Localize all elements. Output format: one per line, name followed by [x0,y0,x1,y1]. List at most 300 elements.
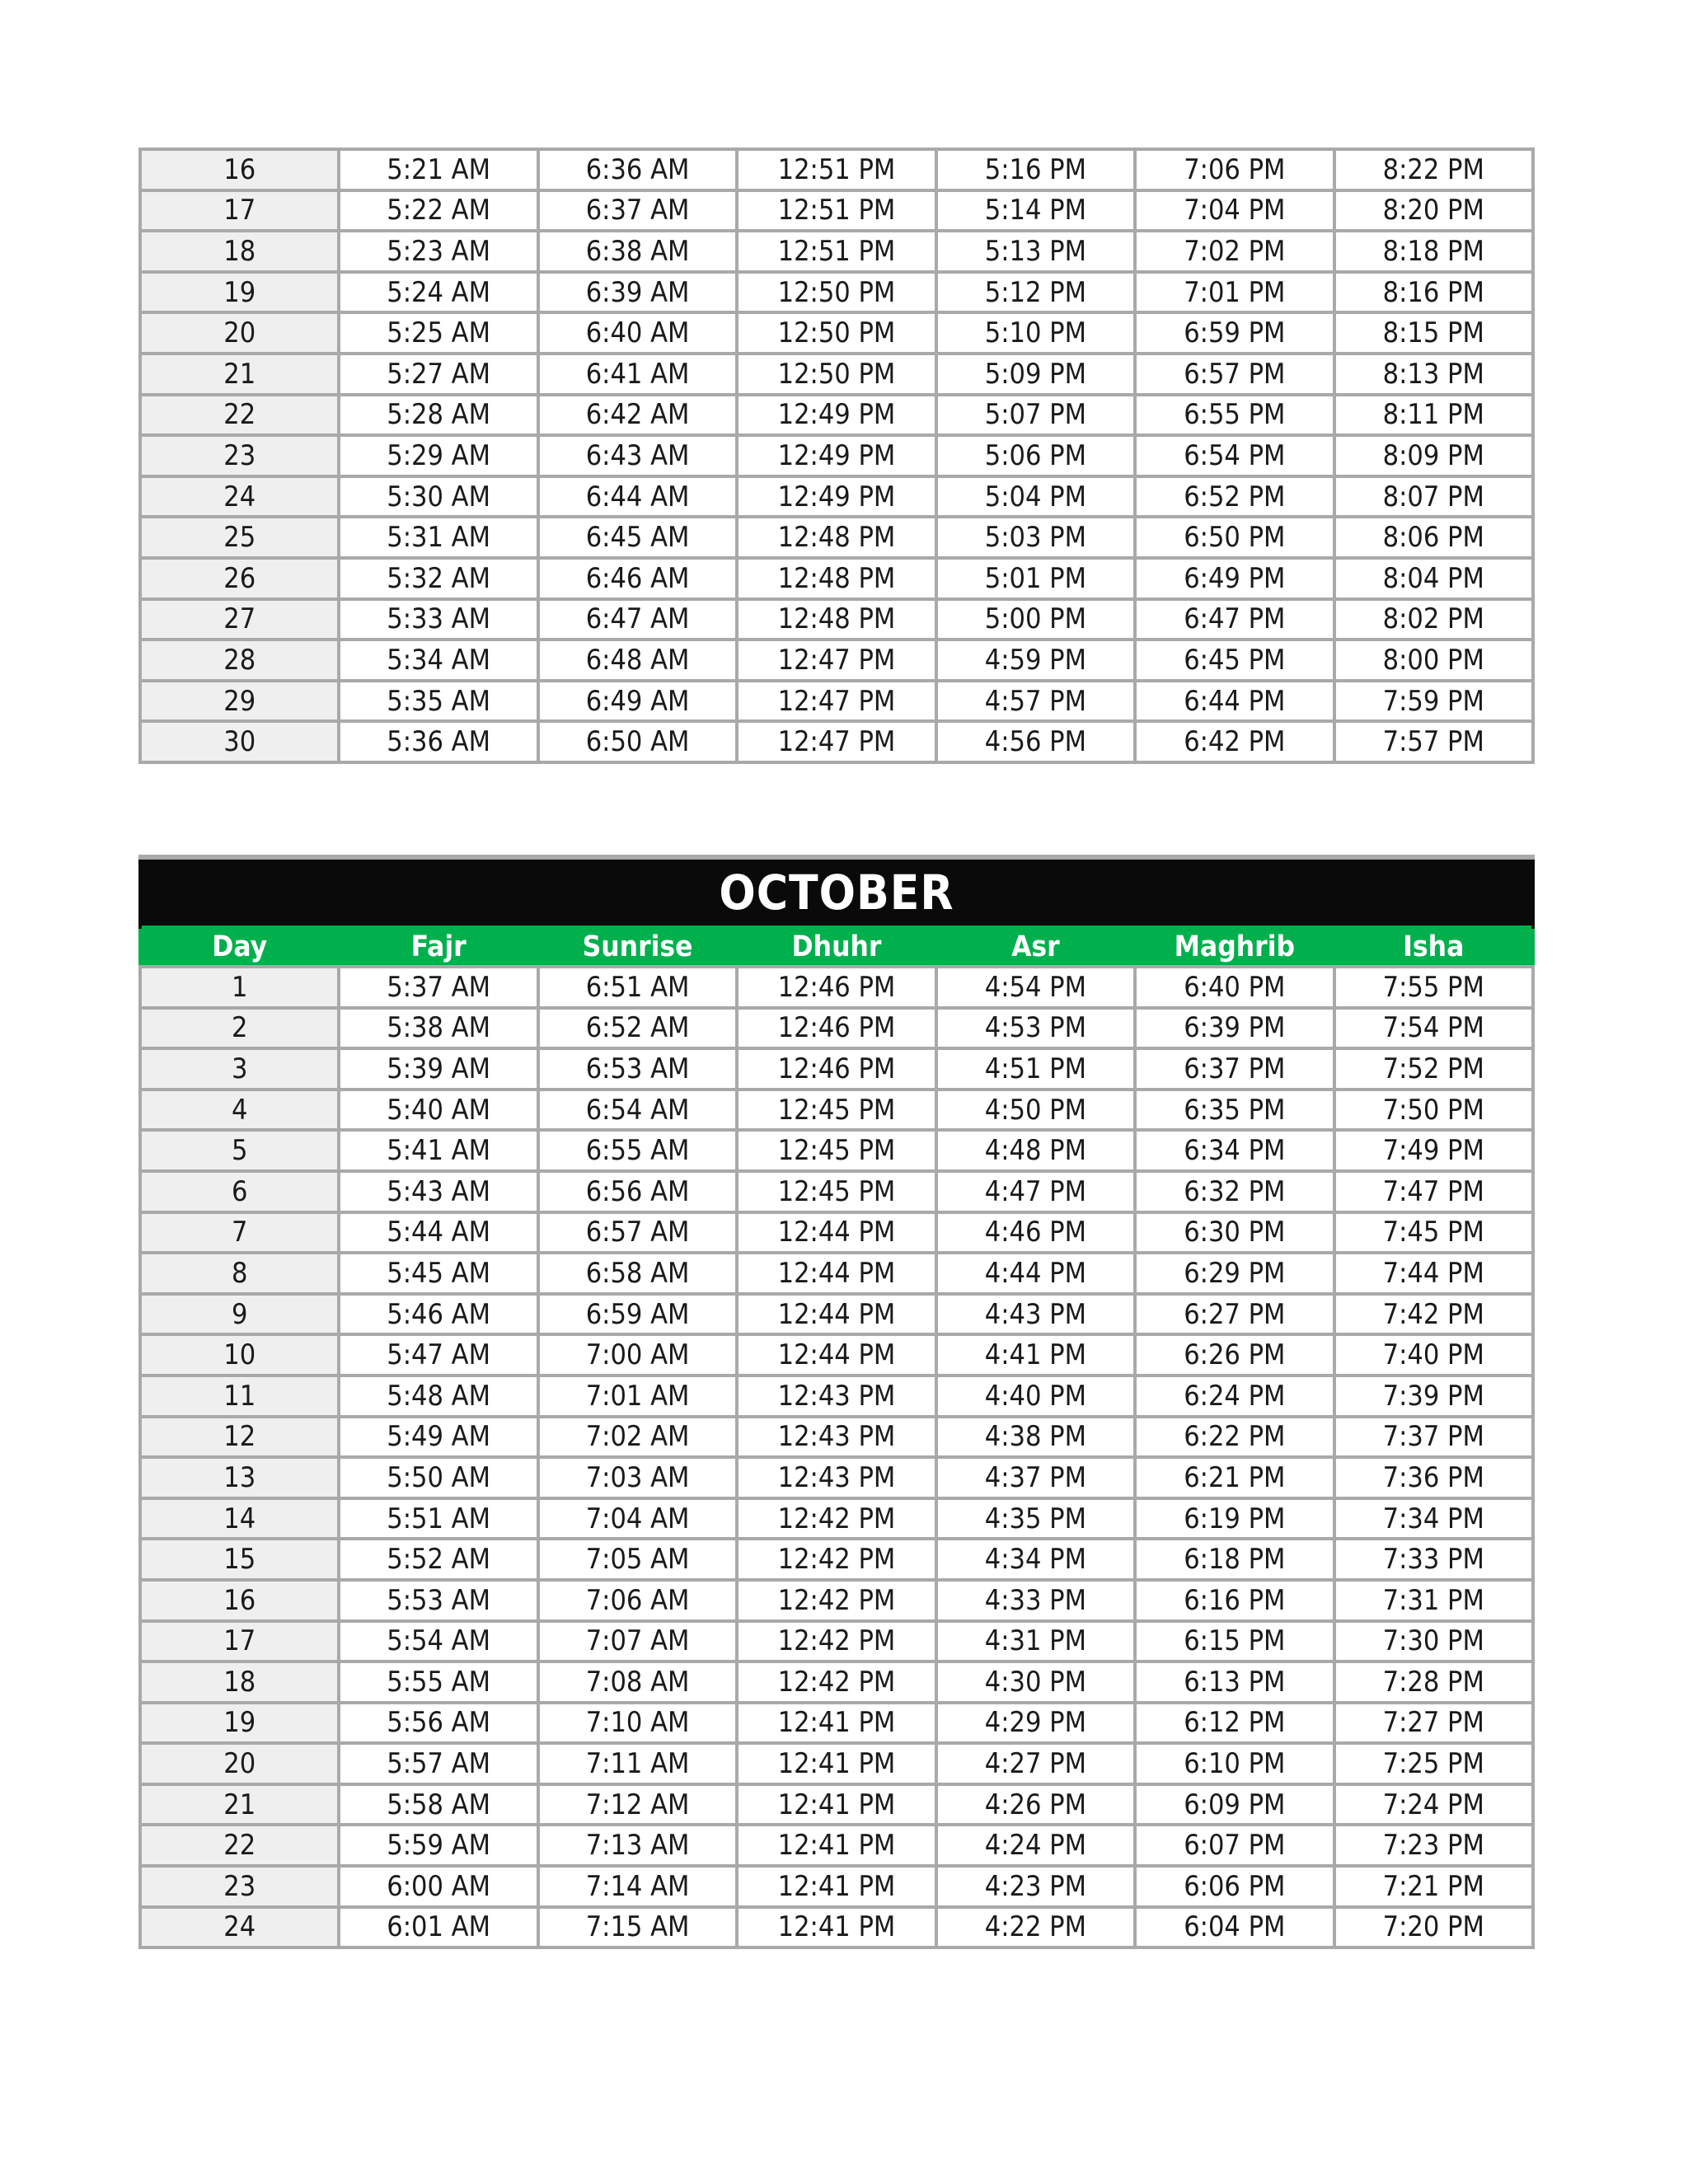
table-row [140,1253,1533,1294]
column-header-dhuhr: Dhuhr [737,927,935,967]
isha-cell: 7:30 PM [1334,1621,1533,1662]
table-row [140,1334,1533,1376]
sunrise-cell: 7:15 AM [538,1907,737,1948]
sunrise-cell: 7:13 AM [538,1825,737,1866]
fajr-cell: 5:51 AM [339,1498,537,1540]
dhuhr-cell: 12:43 PM [737,1417,935,1458]
maghrib-cell: 6:34 PM [1135,1130,1334,1171]
table-row [140,1580,1533,1621]
day-cell: 20 [140,1743,339,1784]
fajr-cell: 5:41 AM [339,1130,537,1171]
maghrib-cell: 6:27 PM [1135,1294,1334,1335]
maghrib-cell: 6:26 PM [1135,1334,1334,1376]
dhuhr-cell: 12:49 PM [737,395,935,436]
maghrib-cell: 6:30 PM [1135,1212,1334,1254]
sunrise-cell: 6:52 AM [538,1008,737,1049]
day-cell: 2 [140,1008,339,1049]
maghrib-cell: 6:40 PM [1135,967,1334,1008]
day-cell: 16 [140,1580,339,1621]
maghrib-cell: 7:01 PM [1135,272,1334,313]
table-row [140,721,1533,762]
sunrise-cell: 6:43 AM [538,435,737,476]
isha-cell: 7:47 PM [1334,1171,1533,1212]
maghrib-cell: 6:12 PM [1135,1703,1334,1744]
asr-cell: 5:00 PM [936,599,1135,640]
september-continued-table [138,148,1535,764]
column-header-maghrib: Maghrib [1135,927,1334,967]
sunrise-cell: 7:04 AM [538,1498,737,1540]
maghrib-cell: 7:06 PM [1135,149,1334,190]
isha-cell: 7:40 PM [1334,1334,1533,1376]
maghrib-cell: 6:47 PM [1135,599,1334,640]
asr-cell: 4:50 PM [936,1090,1135,1131]
sunrise-cell: 7:05 AM [538,1539,737,1580]
table-row [140,558,1533,599]
day-cell: 1 [140,967,339,1008]
dhuhr-cell: 12:50 PM [737,312,935,354]
sunrise-cell: 7:07 AM [538,1621,737,1662]
dhuhr-cell: 12:46 PM [737,1008,935,1049]
fajr-cell: 5:54 AM [339,1621,537,1662]
asr-cell: 5:10 PM [936,312,1135,354]
dhuhr-cell: 12:47 PM [737,681,935,722]
day-cell: 18 [140,231,339,272]
fajr-cell: 5:38 AM [339,1008,537,1049]
table-row [140,599,1533,640]
asr-cell: 4:43 PM [936,1294,1135,1335]
maghrib-cell: 7:02 PM [1135,231,1334,272]
isha-cell: 8:15 PM [1334,312,1533,354]
fajr-cell: 5:35 AM [339,681,537,722]
fajr-cell: 5:49 AM [339,1417,537,1458]
day-cell: 17 [140,1621,339,1662]
fajr-cell: 5:47 AM [339,1334,537,1376]
fajr-cell: 5:34 AM [339,640,537,681]
asr-cell: 4:26 PM [936,1784,1135,1825]
asr-cell: 4:23 PM [936,1866,1135,1907]
fajr-cell: 5:29 AM [339,435,537,476]
asr-cell: 5:14 PM [936,190,1135,232]
table-row [140,1376,1533,1417]
fajr-cell: 5:43 AM [339,1171,537,1212]
fajr-cell: 5:48 AM [339,1376,537,1417]
asr-cell: 4:22 PM [936,1907,1135,1948]
asr-cell: 4:40 PM [936,1376,1135,1417]
day-cell: 3 [140,1048,339,1090]
maghrib-cell: 6:37 PM [1135,1048,1334,1090]
fajr-cell: 5:44 AM [339,1212,537,1254]
column-header-isha: Isha [1334,927,1533,967]
isha-cell: 7:31 PM [1334,1580,1533,1621]
day-cell: 11 [140,1376,339,1417]
table-row [140,1498,1533,1540]
table-row [140,1539,1533,1580]
sunrise-cell: 6:41 AM [538,354,737,395]
maghrib-cell: 6:39 PM [1135,1008,1334,1049]
sunrise-cell: 6:40 AM [538,312,737,354]
sunrise-cell: 7:02 AM [538,1417,737,1458]
maghrib-cell: 6:42 PM [1135,721,1334,762]
table-row [140,1661,1533,1703]
table-row [140,1866,1533,1907]
day-cell: 24 [140,476,339,518]
maghrib-cell: 6:49 PM [1135,558,1334,599]
fajr-cell: 5:55 AM [339,1661,537,1703]
table-row [140,1130,1533,1171]
asr-cell: 4:37 PM [936,1457,1135,1498]
isha-cell: 7:36 PM [1334,1457,1533,1498]
isha-cell: 7:55 PM [1334,967,1533,1008]
isha-cell: 7:39 PM [1334,1376,1533,1417]
fajr-cell: 5:23 AM [339,231,537,272]
dhuhr-cell: 12:50 PM [737,354,935,395]
isha-cell: 8:09 PM [1334,435,1533,476]
day-cell: 23 [140,435,339,476]
maghrib-cell: 6:15 PM [1135,1621,1334,1662]
october-table [138,855,1535,1949]
table-row [140,640,1533,681]
dhuhr-cell: 12:51 PM [737,190,935,232]
sunrise-cell: 6:53 AM [538,1048,737,1090]
day-cell: 22 [140,1825,339,1866]
asr-cell: 4:31 PM [936,1621,1135,1662]
day-cell: 13 [140,1457,339,1498]
dhuhr-cell: 12:45 PM [737,1130,935,1171]
table-row [140,1417,1533,1458]
isha-cell: 8:02 PM [1334,599,1533,640]
day-cell: 19 [140,1703,339,1744]
dhuhr-cell: 12:47 PM [737,640,935,681]
table-row [140,312,1533,354]
table-row [140,1743,1533,1784]
isha-cell: 8:22 PM [1334,149,1533,190]
day-cell: 28 [140,640,339,681]
asr-cell: 5:16 PM [936,149,1135,190]
asr-cell: 4:56 PM [936,721,1135,762]
maghrib-cell: 6:19 PM [1135,1498,1334,1540]
table-row [140,231,1533,272]
fajr-cell: 6:00 AM [339,1866,537,1907]
asr-cell: 5:13 PM [936,231,1135,272]
september-table-body [140,149,1533,762]
table-row [140,272,1533,313]
fajr-cell: 5:22 AM [339,190,537,232]
fajr-cell: 5:46 AM [339,1294,537,1335]
asr-cell: 4:59 PM [936,640,1135,681]
maghrib-cell: 6:29 PM [1135,1253,1334,1294]
asr-cell: 4:54 PM [936,967,1135,1008]
day-cell: 27 [140,599,339,640]
dhuhr-cell: 12:42 PM [737,1580,935,1621]
sunrise-cell: 6:36 AM [538,149,737,190]
asr-cell: 4:53 PM [936,1008,1135,1049]
table-row [140,1090,1533,1131]
table-row [140,190,1533,232]
maghrib-cell: 6:18 PM [1135,1539,1334,1580]
sunrise-cell: 7:11 AM [538,1743,737,1784]
isha-cell: 8:06 PM [1334,517,1533,558]
asr-cell: 4:47 PM [936,1171,1135,1212]
asr-cell: 5:09 PM [936,354,1135,395]
table-row [140,395,1533,436]
dhuhr-cell: 12:41 PM [737,1866,935,1907]
fajr-cell: 5:31 AM [339,517,537,558]
dhuhr-cell: 12:42 PM [737,1661,935,1703]
isha-cell: 7:45 PM [1334,1212,1533,1254]
dhuhr-cell: 12:41 PM [737,1743,935,1784]
maghrib-cell: 6:10 PM [1135,1743,1334,1784]
asr-cell: 4:27 PM [936,1743,1135,1784]
maghrib-cell: 6:45 PM [1135,640,1334,681]
table-row [140,1703,1533,1744]
dhuhr-cell: 12:51 PM [737,231,935,272]
fajr-cell: 5:30 AM [339,476,537,518]
asr-cell: 5:06 PM [936,435,1135,476]
asr-cell: 4:33 PM [936,1580,1135,1621]
day-cell: 12 [140,1417,339,1458]
sunrise-cell: 6:42 AM [538,395,737,436]
column-header-row [140,927,1533,967]
isha-cell: 7:28 PM [1334,1661,1533,1703]
fajr-cell: 5:24 AM [339,272,537,313]
month-title-row [140,857,1533,927]
day-cell: 9 [140,1294,339,1335]
asr-cell: 5:07 PM [936,395,1135,436]
asr-cell: 5:01 PM [936,558,1135,599]
asr-cell: 4:29 PM [936,1703,1135,1744]
day-cell: 30 [140,721,339,762]
maghrib-cell: 6:21 PM [1135,1457,1334,1498]
isha-cell: 7:34 PM [1334,1498,1533,1540]
day-cell: 19 [140,272,339,313]
fajr-cell: 5:40 AM [339,1090,537,1131]
dhuhr-cell: 12:47 PM [737,721,935,762]
isha-cell: 7:37 PM [1334,1417,1533,1458]
sunrise-cell: 7:08 AM [538,1661,737,1703]
sunrise-cell: 6:45 AM [538,517,737,558]
day-cell: 29 [140,681,339,722]
day-cell: 16 [140,149,339,190]
fajr-cell: 5:33 AM [339,599,537,640]
asr-cell: 5:12 PM [936,272,1135,313]
maghrib-cell: 6:55 PM [1135,395,1334,436]
column-header-sunrise: Sunrise [538,927,737,967]
table-row [140,967,1533,1008]
table-row [140,1907,1533,1948]
day-cell: 8 [140,1253,339,1294]
sunrise-cell: 7:14 AM [538,1866,737,1907]
day-cell: 20 [140,312,339,354]
isha-cell: 8:20 PM [1334,190,1533,232]
dhuhr-cell: 12:50 PM [737,272,935,313]
fajr-cell: 5:32 AM [339,558,537,599]
sunrise-cell: 6:50 AM [538,721,737,762]
sunrise-cell: 6:48 AM [538,640,737,681]
table-row [140,1457,1533,1498]
table-row [140,476,1533,518]
sunrise-cell: 7:12 AM [538,1784,737,1825]
isha-cell: 7:59 PM [1334,681,1533,722]
isha-cell: 8:16 PM [1334,272,1533,313]
maghrib-cell: 6:06 PM [1135,1866,1334,1907]
sunrise-cell: 6:37 AM [538,190,737,232]
dhuhr-cell: 12:41 PM [737,1825,935,1866]
maghrib-cell: 6:54 PM [1135,435,1334,476]
maghrib-cell: 6:04 PM [1135,1907,1334,1948]
dhuhr-cell: 12:44 PM [737,1294,935,1335]
sunrise-cell: 6:47 AM [538,599,737,640]
column-header-fajr: Fajr [339,927,537,967]
isha-cell: 7:57 PM [1334,721,1533,762]
isha-cell: 7:21 PM [1334,1866,1533,1907]
day-cell: 15 [140,1539,339,1580]
column-header-day: Day [140,927,339,967]
table-row [140,517,1533,558]
sunrise-cell: 6:39 AM [538,272,737,313]
sunrise-cell: 6:58 AM [538,1253,737,1294]
dhuhr-cell: 12:49 PM [737,476,935,518]
table-row [140,435,1533,476]
day-cell: 21 [140,354,339,395]
day-cell: 24 [140,1907,339,1948]
asr-cell: 4:48 PM [936,1130,1135,1171]
table-row [140,149,1533,190]
table-row [140,681,1533,722]
isha-cell: 8:07 PM [1334,476,1533,518]
asr-cell: 4:24 PM [936,1825,1135,1866]
day-cell: 17 [140,190,339,232]
dhuhr-cell: 12:46 PM [737,1048,935,1090]
dhuhr-cell: 12:51 PM [737,149,935,190]
isha-cell: 7:52 PM [1334,1048,1533,1090]
column-header-asr: Asr [936,927,1135,967]
sunrise-cell: 6:59 AM [538,1294,737,1335]
dhuhr-cell: 12:44 PM [737,1253,935,1294]
sunrise-cell: 7:10 AM [538,1703,737,1744]
dhuhr-cell: 12:48 PM [737,517,935,558]
table-row [140,1784,1533,1825]
dhuhr-cell: 12:46 PM [737,967,935,1008]
sunrise-cell: 6:51 AM [538,967,737,1008]
fajr-cell: 5:39 AM [339,1048,537,1090]
dhuhr-cell: 12:43 PM [737,1376,935,1417]
day-cell: 26 [140,558,339,599]
asr-cell: 4:38 PM [936,1417,1135,1458]
isha-cell: 8:18 PM [1334,231,1533,272]
dhuhr-cell: 12:41 PM [737,1784,935,1825]
sunrise-cell: 6:54 AM [538,1090,737,1131]
isha-cell: 8:11 PM [1334,395,1533,436]
dhuhr-cell: 12:45 PM [737,1171,935,1212]
sunrise-cell: 6:57 AM [538,1212,737,1254]
fajr-cell: 5:45 AM [339,1253,537,1294]
sunrise-cell: 7:06 AM [538,1580,737,1621]
asr-cell: 4:57 PM [936,681,1135,722]
maghrib-cell: 6:24 PM [1135,1376,1334,1417]
asr-cell: 4:35 PM [936,1498,1135,1540]
sunrise-cell: 6:38 AM [538,231,737,272]
dhuhr-cell: 12:44 PM [737,1212,935,1254]
fajr-cell: 5:25 AM [339,312,537,354]
sunrise-cell: 7:01 AM [538,1376,737,1417]
fajr-cell: 5:53 AM [339,1580,537,1621]
isha-cell: 7:27 PM [1334,1703,1533,1744]
maghrib-cell: 6:59 PM [1135,312,1334,354]
fajr-cell: 5:58 AM [339,1784,537,1825]
month-title: OCTOBER [140,857,1533,927]
day-cell: 6 [140,1171,339,1212]
isha-cell: 7:49 PM [1334,1130,1533,1171]
sunrise-cell: 6:46 AM [538,558,737,599]
dhuhr-cell: 12:49 PM [737,435,935,476]
maghrib-cell: 6:50 PM [1135,517,1334,558]
asr-cell: 5:04 PM [936,476,1135,518]
maghrib-cell: 6:16 PM [1135,1580,1334,1621]
dhuhr-cell: 12:48 PM [737,558,935,599]
day-cell: 14 [140,1498,339,1540]
maghrib-cell: 6:44 PM [1135,681,1334,722]
fajr-cell: 5:59 AM [339,1825,537,1866]
sunrise-cell: 6:49 AM [538,681,737,722]
isha-cell: 8:04 PM [1334,558,1533,599]
fajr-cell: 5:56 AM [339,1703,537,1744]
day-cell: 23 [140,1866,339,1907]
dhuhr-cell: 12:42 PM [737,1621,935,1662]
fajr-cell: 5:36 AM [339,721,537,762]
dhuhr-cell: 12:41 PM [737,1703,935,1744]
isha-cell: 7:44 PM [1334,1253,1533,1294]
table-row [140,1171,1533,1212]
table-row [140,354,1533,395]
dhuhr-cell: 12:42 PM [737,1498,935,1540]
isha-cell: 8:00 PM [1334,640,1533,681]
asr-cell: 4:41 PM [936,1334,1135,1376]
asr-cell: 4:34 PM [936,1539,1135,1580]
day-cell: 10 [140,1334,339,1376]
day-cell: 22 [140,395,339,436]
dhuhr-cell: 12:42 PM [737,1539,935,1580]
dhuhr-cell: 12:44 PM [737,1334,935,1376]
maghrib-cell: 7:04 PM [1135,190,1334,232]
sunrise-cell: 6:55 AM [538,1130,737,1171]
sunrise-cell: 6:56 AM [538,1171,737,1212]
isha-cell: 7:42 PM [1334,1294,1533,1335]
dhuhr-cell: 12:45 PM [737,1090,935,1131]
table-row [140,1212,1533,1254]
sunrise-cell: 7:03 AM [538,1457,737,1498]
sunrise-cell: 7:00 AM [538,1334,737,1376]
maghrib-cell: 6:13 PM [1135,1661,1334,1703]
isha-cell: 7:23 PM [1334,1825,1533,1866]
maghrib-cell: 6:07 PM [1135,1825,1334,1866]
table-row [140,1294,1533,1335]
isha-cell: 7:20 PM [1334,1907,1533,1948]
sunrise-cell: 6:44 AM [538,476,737,518]
fajr-cell: 5:50 AM [339,1457,537,1498]
dhuhr-cell: 12:41 PM [737,1907,935,1948]
table-row [140,1621,1533,1662]
isha-cell: 7:54 PM [1334,1008,1533,1049]
fajr-cell: 5:57 AM [339,1743,537,1784]
day-cell: 5 [140,1130,339,1171]
october-table-body [140,967,1533,1947]
maghrib-cell: 6:09 PM [1135,1784,1334,1825]
asr-cell: 4:30 PM [936,1661,1135,1703]
isha-cell: 7:25 PM [1334,1743,1533,1784]
table-row [140,1048,1533,1090]
day-cell: 18 [140,1661,339,1703]
isha-cell: 7:24 PM [1334,1784,1533,1825]
